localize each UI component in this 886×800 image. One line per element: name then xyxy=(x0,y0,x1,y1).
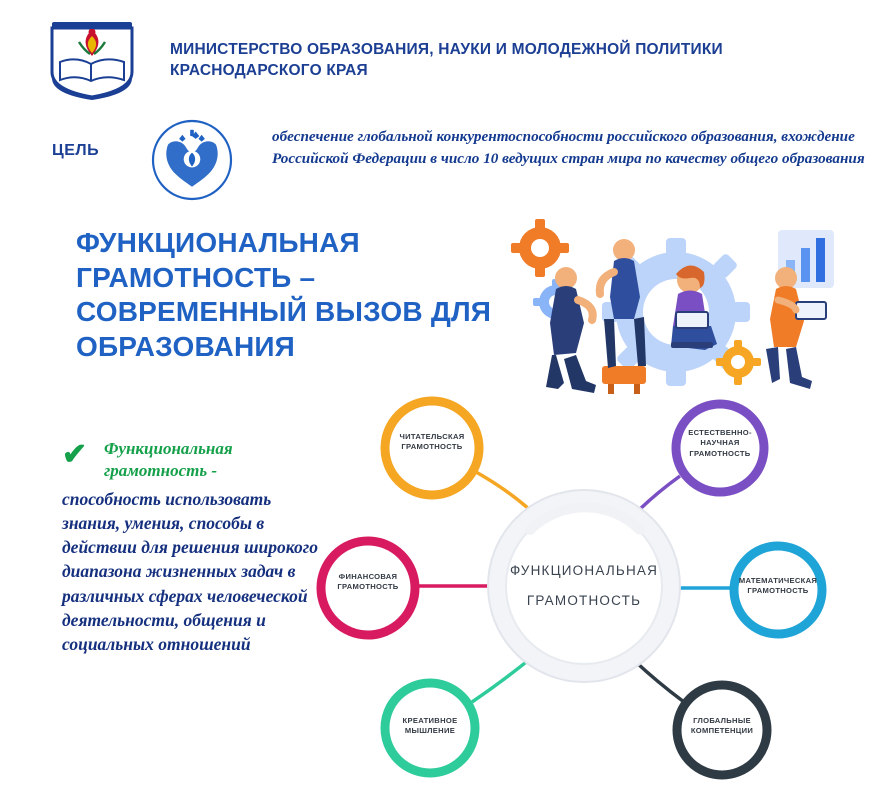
center-label-line2: ГРАМОТНОСТЬ xyxy=(526,592,642,608)
node-label-reading[interactable]: ЧИТАТЕЛЬСКАЯ ГРАМОТНОСТЬ xyxy=(399,432,465,452)
goal-label: ЦЕЛЬ xyxy=(52,142,100,159)
definition-lead: Функциональная грамотность - xyxy=(104,439,233,481)
goal-text: обеспечение глобальной конкурентоспособности российского образования, вхождение Российской Федерации в число 10 ведущих стран мира по качеству общего образования xyxy=(272,128,865,167)
russian-federation-coat-of-arms-icon xyxy=(146,119,238,201)
people-with-gears-illustration xyxy=(490,216,880,396)
diagram-center xyxy=(488,490,680,682)
diagram-svg xyxy=(300,380,886,790)
page-title: ФУНКЦИОНАЛЬНАЯ ГРАМОТНОСТЬ – СОВРЕМЕННЫЙ ВЫЗОВ ДЛЯ ОБРАЗОВАНИЯ xyxy=(76,227,492,363)
definition-body: способность использовать знания, умения, способы в действии для решения широкого диапазона жизненных задач в различных сферах человеческой деятельности, общения и социальных отношений xyxy=(62,489,318,654)
node-label-financial[interactable]: ФИНАНСОВАЯ ГРАМОТНОСТЬ xyxy=(337,572,399,592)
node-label-science[interactable]: ЕСТЕСТВЕННО- НАУЧНАЯ ГРАМОТНОСТЬ xyxy=(688,428,752,458)
node-label-math[interactable]: МАТЕМАТИЧЕСКАЯ ГРАМОТНОСТЬ xyxy=(738,576,818,596)
header xyxy=(0,0,886,110)
ministry-title: МИНИСТЕРСТВО ОБРАЗОВАНИЯ, НАУКИ И МОЛОДЕЖНОЙ ПОЛИТИКИ КРАСНОДАРСКОГО КРАЯ xyxy=(170,41,723,79)
node-label-global[interactable]: ГЛОБАЛЬНЫЕ КОМПЕТЕНЦИИ xyxy=(690,716,754,736)
center-label-line1: ФУНКЦИОНАЛЬНАЯ xyxy=(509,563,659,578)
functional-literacy-diagram xyxy=(300,380,886,790)
gear-orange-icon xyxy=(511,219,569,277)
green-check-icon: ✔ xyxy=(62,438,88,471)
node-label-creative[interactable]: КРЕАТИВНОЕ МЫШЛЕНИЕ xyxy=(402,716,458,736)
krasnodar-education-emblem-icon xyxy=(46,18,138,100)
